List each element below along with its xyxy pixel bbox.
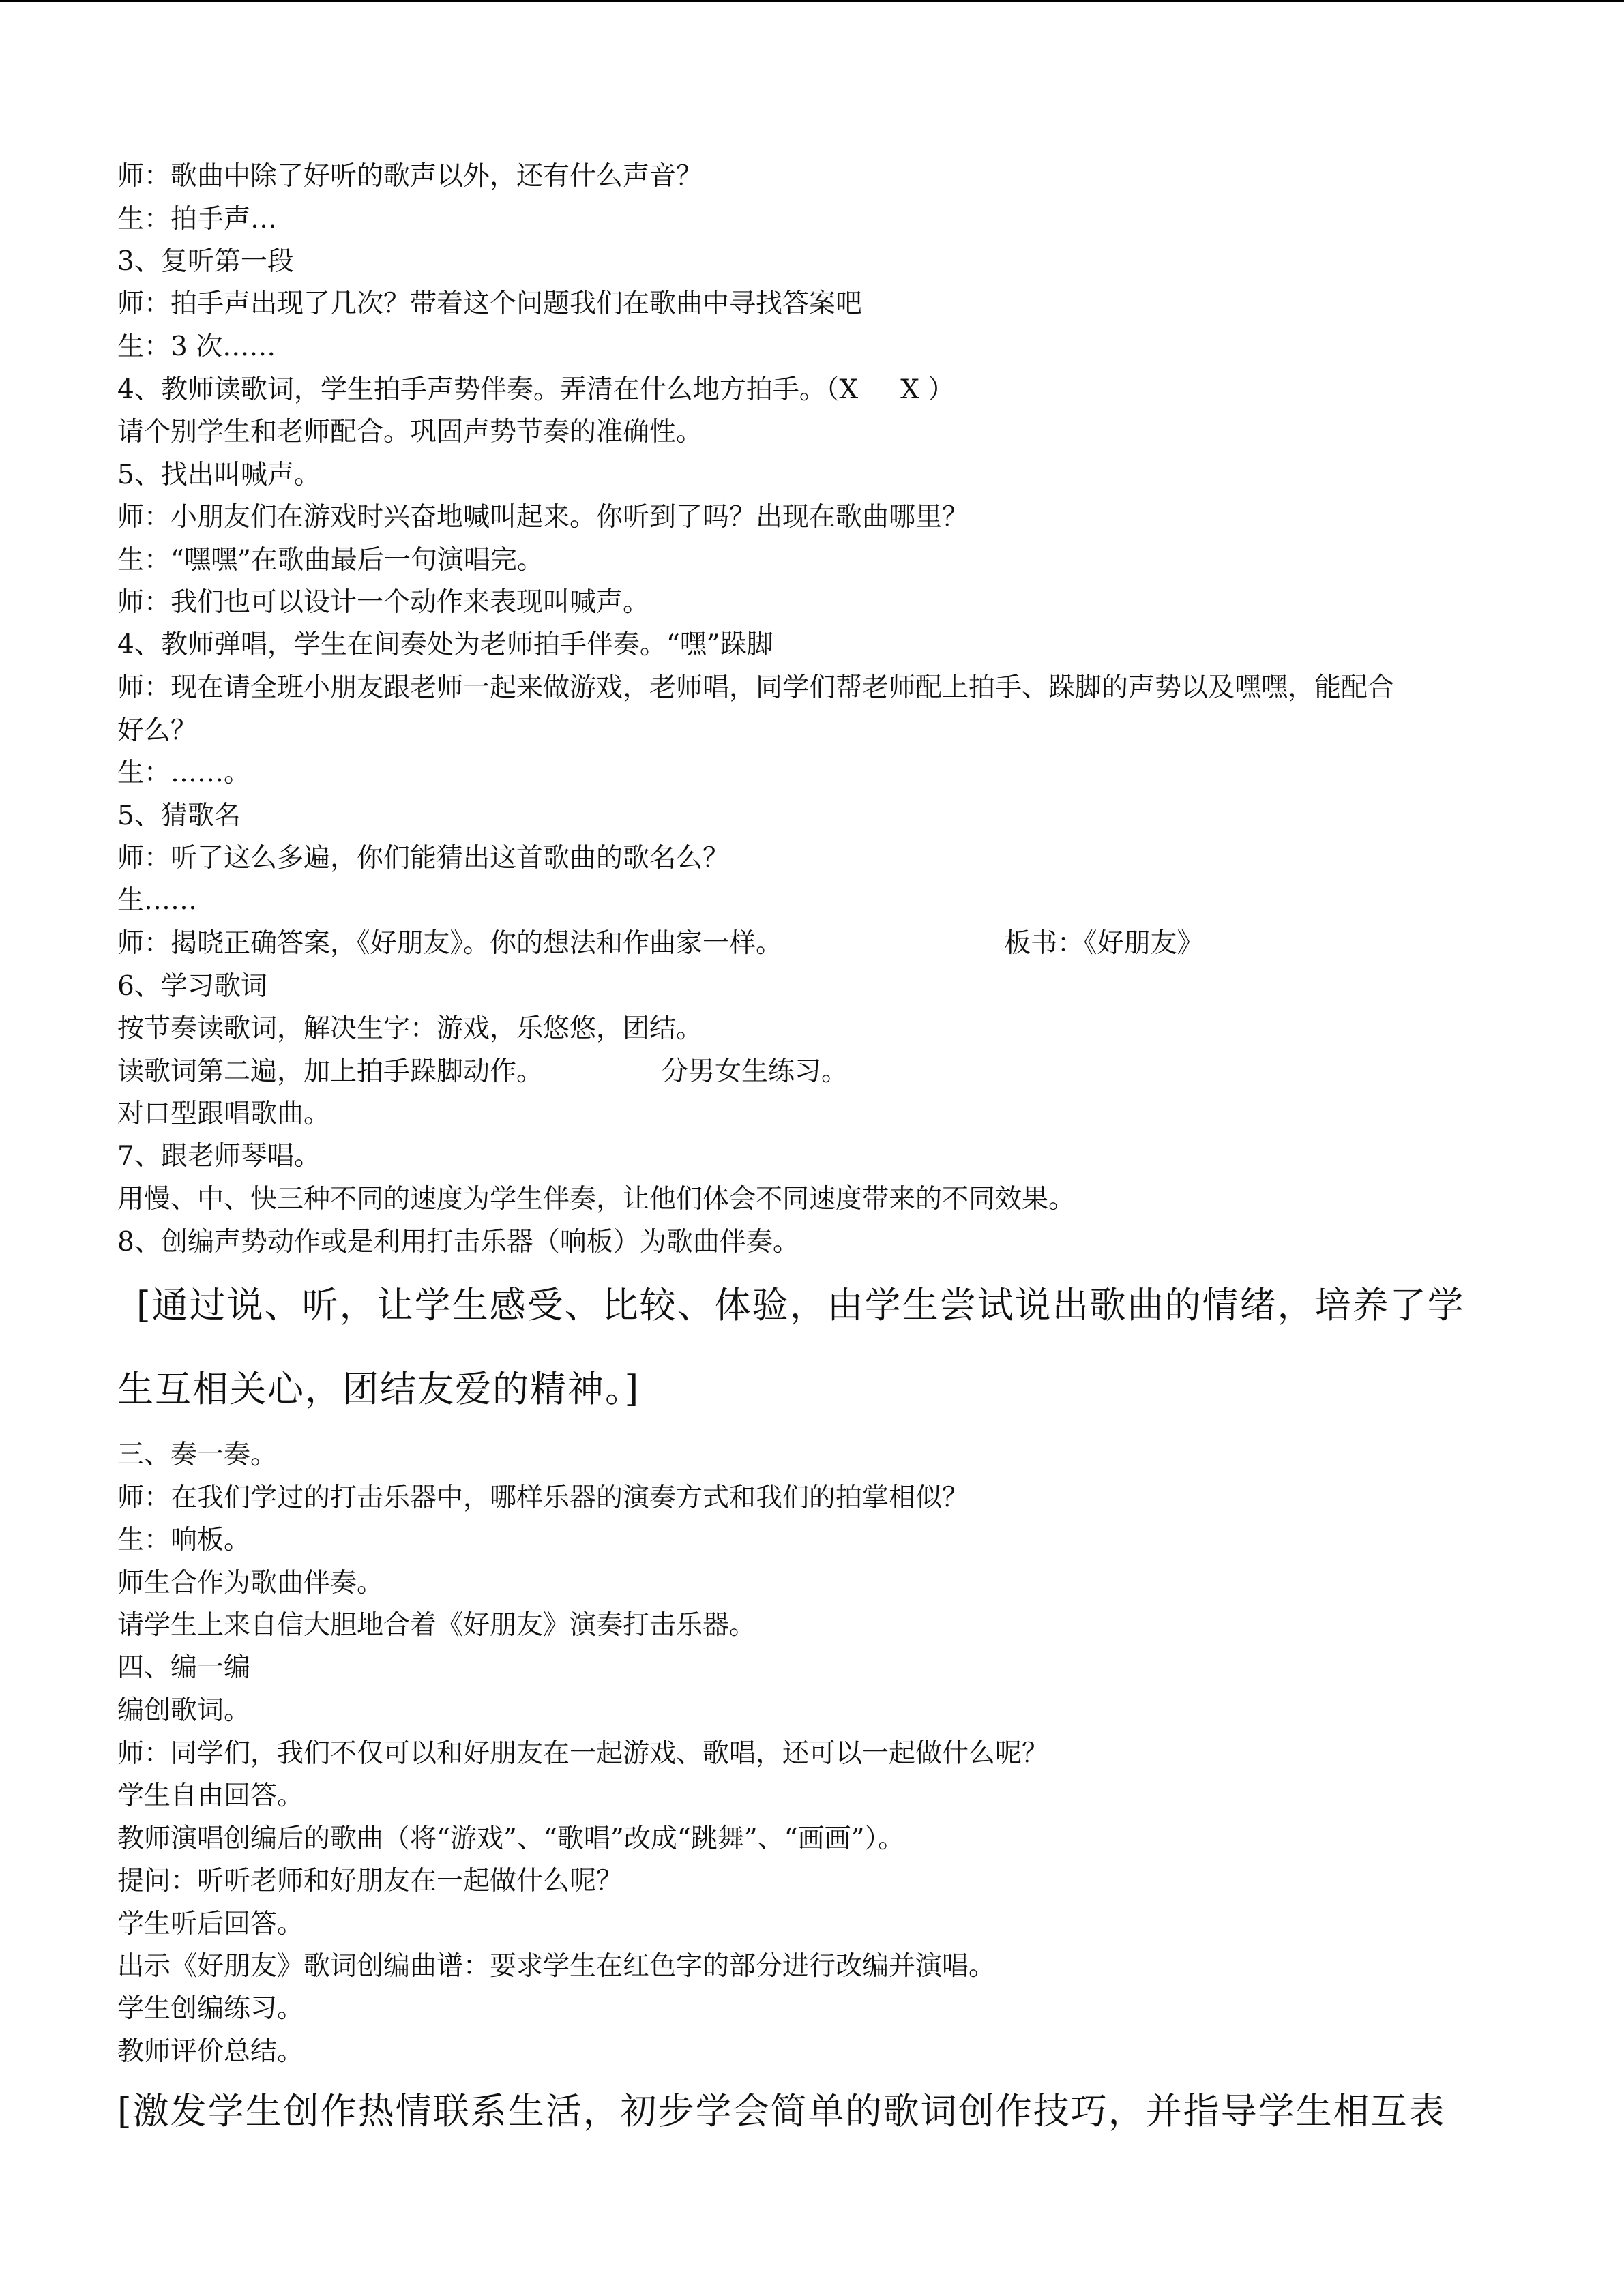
text-line: 师：小朋友们在游戏时兴奋地喊叫起来。你听到了吗？出现在歌曲哪里？: [117, 502, 969, 533]
teaching-comment: [通过说、听，让学生感受、比较、体验，由学生尝试说出歌曲的情绪，培养了学: [136, 1285, 1465, 1326]
text-line: 师：我们也可以设计一个动作来表现叫喊声。: [117, 587, 650, 618]
text-line: 3、复听第一段: [117, 246, 294, 277]
text-line: 师：拍手声出现了几次？带着这个问题我们在歌曲中寻找答案吧: [117, 288, 863, 319]
text-line: 教师评价总结。: [117, 2036, 304, 2067]
text-line: 读歌词第二遍，加上拍手跺脚动作。: [117, 1056, 544, 1087]
text-line: 4、教师读歌词，学生拍手声势伴奏。弄清在什么地方拍手。（X X ）: [117, 374, 955, 405]
text-line: 师：歌曲中除了好听的歌声以外，还有什么声音？: [117, 161, 703, 192]
text-line: 师生合作为歌曲伴奏。: [117, 1568, 384, 1598]
text-line: 生：……。: [117, 758, 251, 788]
teaching-comment: [激发学生创作热情联系生活，初步学会简单的歌词创作技巧，并指导学生相互表: [117, 2091, 1446, 2132]
text-line: 5、找出叫喊声。: [117, 460, 321, 490]
text-line: 生：响板。: [117, 1525, 251, 1555]
text-line: 编创歌词。: [117, 1695, 251, 1726]
text-line: 生：拍手声…: [117, 204, 278, 235]
text-line: 生：3 次……: [117, 331, 276, 362]
text-line: 教师演唱创编后的歌曲（将“游戏”、“歌唱”改成“跳舞”、“画画”）。: [117, 1823, 905, 1854]
text-line: 用慢、中、快三种不同的速度为学生伴奏，让他们体会不同速度带来的不同效果。: [117, 1184, 1076, 1214]
text-line: 学生自由回答。: [117, 1780, 304, 1811]
teaching-comment: 生互相关心，团结友爱的精神。]: [117, 1369, 640, 1410]
text-line: 提问：听听老师和好朋友在一起做什么呢？: [117, 1866, 623, 1896]
text-line: 生……: [117, 885, 198, 916]
text-line: 学生听后回答。: [117, 1909, 304, 1939]
text-line: 8、创编声势动作或是利用打击乐器（响板）为歌曲伴奏。: [117, 1227, 799, 1257]
text-line: 三、奏一奏。: [117, 1440, 278, 1470]
text-line: 按节奏读歌词，解决生字：游戏，乐悠悠，团结。: [117, 1013, 703, 1044]
text-line: 师：现在请全班小朋友跟老师一起来做游戏，老师唱，同学们帮老师配上拍手、跺脚的声势以及嘿嘿，能配合: [117, 672, 1395, 703]
text-line: 5、猜歌名: [117, 801, 241, 831]
text-line: 师：同学们，我们不仅可以和好朋友在一起游戏、歌唱，还可以一起做什么呢？: [117, 1738, 1049, 1769]
text-line: 师：揭晓正确答案，《好朋友》。你的想法和作曲家一样。: [117, 928, 783, 959]
text-line: 7、跟老师琴唱。: [117, 1141, 321, 1172]
board-note: 板书：《好朋友》: [1004, 928, 1204, 959]
text-line: 4、教师弹唱，学生在间奏处为老师拍手伴奏。“嘿”跺脚: [117, 629, 773, 660]
split-note: 分男女生练习。: [662, 1056, 848, 1087]
text-line: 师：在我们学过的打击乐器中，哪样乐器的演奏方式和我们的拍掌相似？: [117, 1482, 969, 1513]
text-line: 6、学习歌词: [117, 971, 267, 1002]
text-line: 好么？: [117, 715, 198, 746]
text-line: 出示《好朋友》歌词创编曲谱：要求学生在红色字的部分进行改编并演唱。: [117, 1951, 996, 1982]
text-line: 对口型跟唱歌曲。: [117, 1099, 331, 1129]
text-line: 请学生上来自信大胆地合着《好朋友》演奏打击乐器。: [117, 1610, 756, 1641]
text-line: 生：“嘿嘿”在歌曲最后一句演唱完。: [117, 545, 544, 576]
text-line: 师：听了这么多遍，你们能猜出这首歌曲的歌名么？: [117, 843, 730, 874]
text-line: 学生创编练习。: [117, 1993, 304, 2024]
text-line: 四、编一编: [117, 1652, 251, 1683]
text-line: 请个别学生和老师配合。巩固声势节奏的准确性。: [117, 417, 703, 447]
